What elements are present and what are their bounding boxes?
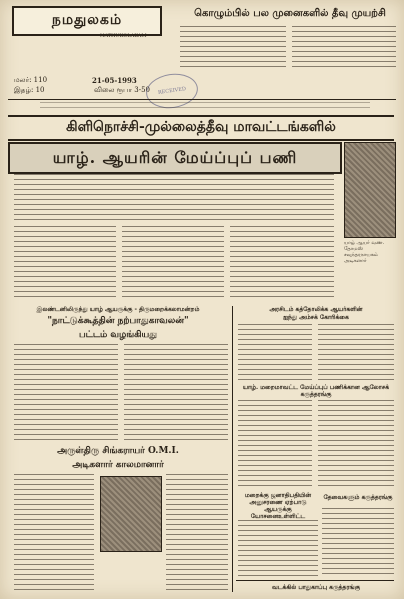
right-head-2: யாழ். மறைமாவட்ட மேய்ப்புப் பணிக்கான ஆலோசக் கருத்தரங்கு: [242, 384, 390, 398]
right-text-2b: [318, 400, 394, 488]
right-text-4: [322, 508, 394, 578]
main-story-lead: [14, 174, 334, 220]
top-column-b: [292, 26, 396, 70]
issue-date: 21-05-1993: [92, 76, 137, 85]
banner-headline: [8, 115, 394, 141]
issue-label: மலர்: 110: [14, 76, 48, 84]
masthead-strapline: [40, 102, 370, 108]
number-label: இதழ்: 10: [14, 86, 45, 94]
received-stamp: RECEIVED: [144, 71, 200, 112]
article2-col-1: [14, 344, 118, 444]
main-story-heading-text: யாழ். ஆயரின் மேய்ப்புப் பணி: [52, 147, 298, 167]
article2-heading: "நாட்டுக்கூத்தின் நற்பாதுகாவலன்": [47, 316, 189, 326]
bishop-photo-caption: யாழ் ஆயர் வண. தோமஸ் சவுந்தரநாயகம் அடிகளார்: [344, 240, 385, 264]
masthead-rule: [8, 99, 396, 100]
column-divider: [232, 306, 233, 592]
right-head-4: தேவைகளும் கருத்தரங்கு: [323, 494, 393, 501]
bishop-photo: [344, 142, 396, 238]
right-text-2a: [238, 400, 312, 488]
right-head-3: மறைக்கு ஜனாதிபதியின் அனுசரணை ஏற்பாடு ஆயருக்கு யோசனைஉள்ளிட்ட: [244, 492, 312, 520]
article3-subheading: அடிகளார் காலமானார்: [72, 460, 164, 470]
masthead-subtitle: NATHUKOLAKAM: [100, 33, 147, 39]
main-story-col-1: [14, 226, 116, 300]
top-column-a: [180, 26, 286, 70]
article2-subheading: பட்டம் வழங்கியது: [78, 330, 158, 340]
bottom-rule: [236, 580, 394, 581]
priest-photo: [100, 476, 162, 552]
article2-kicker: இலண்டனிலிருந்து யாழ் ஆயருக்கு - திருமறைக்கலாமன்றம்: [36, 306, 200, 313]
article3-col-1: [14, 474, 94, 592]
masthead-logo-text: நமதுலகம்: [51, 12, 123, 28]
top-headline: கொழும்பில் பல முனைகளில் தீவு முயற்சி: [194, 8, 386, 19]
main-story-heading: [8, 142, 342, 174]
article3-heading: அருள்திரு சிங்கராயர் O.M.I.: [57, 446, 179, 456]
right-head-1: அரசிடம் கத்தோலிக்க ஆயர்களின்: [269, 306, 363, 313]
right-text-1a: [238, 324, 312, 380]
right-head-5: வடக்கில் பாதுகாப்பு கருத்தரங்கு: [271, 584, 360, 591]
main-story-col-3: [230, 226, 334, 300]
right-head-1b: ஐந்து அம்சக் கோரிக்கை: [283, 314, 349, 321]
price: விலை ரூபா 3-50: [94, 86, 151, 94]
main-story-col-2: [122, 226, 224, 300]
masthead-logo: [12, 6, 162, 36]
right-text-3: [238, 520, 318, 578]
right-text-1b: [318, 324, 394, 380]
article3-col-2: [166, 474, 228, 592]
article2-col-2: [124, 344, 228, 444]
banner-text: கிளிநொச்சி-முல்லைத்தீவு மாவட்டங்களில்: [66, 119, 336, 135]
